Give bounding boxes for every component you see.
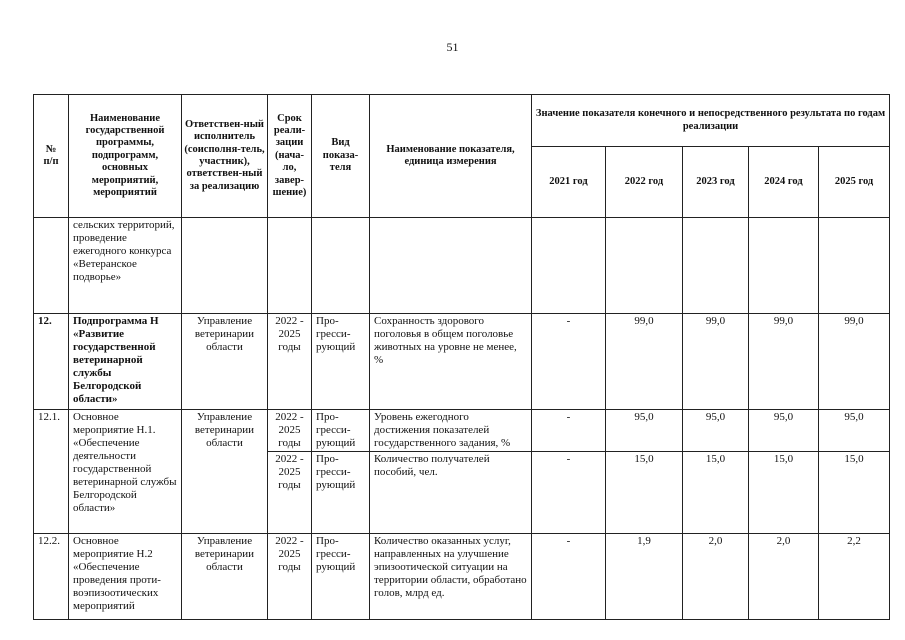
row-term: 2022 - 2025 годы	[268, 314, 312, 410]
header-year: 2021 год	[532, 147, 606, 218]
row-executor	[182, 218, 268, 314]
row-name: Подпрограмма Н «Развитие государственной ветеринарной службы Белгородской области»	[69, 314, 182, 410]
table-row	[34, 314, 890, 410]
header-row-1	[34, 95, 890, 147]
row-value: 2,0	[749, 534, 819, 620]
header-type: Вид показа-теля	[312, 95, 370, 218]
row-value: 2,0	[683, 534, 749, 620]
row-type: Про-гресси-рующий	[312, 452, 370, 534]
row-term: 2022 - 2025 годы	[268, 452, 312, 534]
row-num	[34, 218, 69, 314]
header-year: 2024 год	[749, 147, 819, 218]
page-number: 51	[446, 40, 459, 54]
header-year: 2023 год	[683, 147, 749, 218]
header-year: 2022 год	[606, 147, 683, 218]
row-value: -	[532, 452, 606, 534]
row-value: 15,0	[683, 452, 749, 534]
row-value: 95,0	[606, 410, 683, 452]
row-value: 15,0	[819, 452, 890, 534]
row-value	[606, 218, 683, 314]
row-value: 99,0	[606, 314, 683, 410]
row-indicator: Уровень ежегодного достижения показателей государственного задания, %	[370, 410, 532, 452]
row-indicator	[370, 218, 532, 314]
row-type: Про-гресси-рующий	[312, 534, 370, 620]
row-value	[683, 218, 749, 314]
row-value	[532, 218, 606, 314]
row-name: сельских территорий, проведение ежегодного конкурса «Ветеранское подворье»	[69, 218, 182, 314]
header-term: Срок реали-зации (нача-ло, завер-шение)	[268, 95, 312, 218]
row-value: 95,0	[683, 410, 749, 452]
header-values-group: Значение показателя конечного и непосредственного результата по годам реализации	[532, 95, 890, 147]
header-year: 2025 год	[819, 147, 890, 218]
table-row	[34, 534, 890, 620]
row-name: Основное мероприятие Н.1. «Обеспечение деятельности государственной ветеринарной службы Белгородской области»	[69, 410, 182, 534]
row-value	[749, 218, 819, 314]
row-num: 12.	[34, 314, 69, 410]
row-value: 2,2	[819, 534, 890, 620]
row-value: 15,0	[606, 452, 683, 534]
row-term: 2022 - 2025 годы	[268, 534, 312, 620]
row-indicator: Сохранность здорового поголовья в общем поголовье животных на уровне не менее, %	[370, 314, 532, 410]
table-row	[34, 410, 890, 452]
row-type	[312, 218, 370, 314]
indicator-table	[33, 94, 890, 620]
row-value: 99,0	[683, 314, 749, 410]
row-num: 12.2.	[34, 534, 69, 620]
row-value: 15,0	[749, 452, 819, 534]
header-executor: Ответствен-ный исполнитель (соисполня-тель, участник), ответствен-ный за реализацию	[182, 95, 268, 218]
row-indicator: Количество получателей пособий, чел.	[370, 452, 532, 534]
row-value: -	[532, 314, 606, 410]
row-value: 95,0	[749, 410, 819, 452]
row-type: Про-гресси-рующий	[312, 314, 370, 410]
header-num: № п/п	[34, 95, 69, 218]
row-name: Основное мероприятие Н.2 «Обеспечение проведения проти-воэпизоотических мероприятий	[69, 534, 182, 620]
row-num: 12.1.	[34, 410, 69, 534]
row-executor: Управление ветеринарии области	[182, 410, 268, 534]
row-executor: Управление ветеринарии области	[182, 314, 268, 410]
row-value: 1,9	[606, 534, 683, 620]
row-value: 99,0	[749, 314, 819, 410]
header-name: Наименование государственной программы, подпрограмм, основных мероприятий, мероприятий	[69, 95, 182, 218]
row-value	[819, 218, 890, 314]
table-row	[34, 218, 890, 314]
row-value: 99,0	[819, 314, 890, 410]
row-term	[268, 218, 312, 314]
row-term: 2022 - 2025 годы	[268, 410, 312, 452]
row-executor: Управление ветеринарии области	[182, 534, 268, 620]
header-indicator: Наименование показателя, единица измерения	[370, 95, 532, 218]
row-value: -	[532, 410, 606, 452]
row-indicator: Количество оказанных услуг, направленных на улучшение эпизоотической ситуации на территории области, обработано голов, млрд ед.	[370, 534, 532, 620]
row-value: 95,0	[819, 410, 890, 452]
row-type: Про-гресси-рующий	[312, 410, 370, 452]
row-value: -	[532, 534, 606, 620]
